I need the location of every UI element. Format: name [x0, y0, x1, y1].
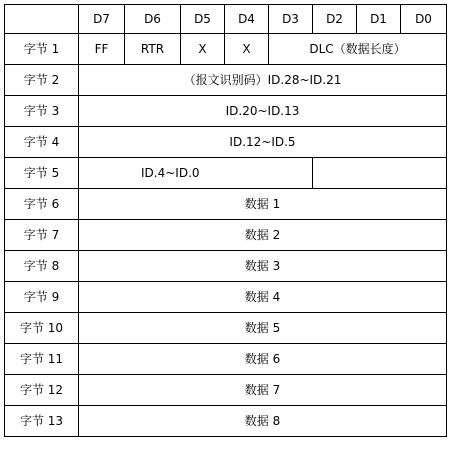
byte-label: 字节 8 — [5, 251, 79, 282]
table-row-byte-13 — [5, 406, 447, 437]
data-cell: 数据 1 — [79, 189, 447, 220]
table-row-byte-12 — [5, 375, 447, 406]
byte-label: 字节 9 — [5, 282, 79, 313]
id-20-13-cell: ID.20~ID.13 — [79, 96, 447, 127]
dlc-cell: DLC（数据长度） — [269, 34, 447, 65]
unused-bits-cell — [313, 158, 447, 189]
bit-header-d3: D3 — [269, 5, 313, 34]
byte-label: 字节 12 — [5, 375, 79, 406]
byte-label: 字节 5 — [5, 158, 79, 189]
bit-header-d2: D2 — [313, 5, 357, 34]
bit-header-d6: D6 — [125, 5, 181, 34]
ff-cell: FF — [79, 34, 125, 65]
byte-label: 字节 2 — [5, 65, 79, 96]
table-row-byte-10 — [5, 313, 447, 344]
data-cell: 数据 5 — [79, 313, 447, 344]
rtr-cell: RTR — [125, 34, 181, 65]
byte-label: 字节 10 — [5, 313, 79, 344]
table-row-byte-2 — [5, 65, 447, 96]
byte-label: 字节 6 — [5, 189, 79, 220]
reserved-x-cell: X — [181, 34, 225, 65]
bit-header-d7: D7 — [79, 5, 125, 34]
id-4-0-cell: ID.4~ID.0 — [79, 158, 313, 189]
table-row-byte-7 — [5, 220, 447, 251]
byte-label: 字节 7 — [5, 220, 79, 251]
byte-label: 字节 11 — [5, 344, 79, 375]
byte-label: 字节 13 — [5, 406, 79, 437]
table-row-byte-11 — [5, 344, 447, 375]
data-cell: 数据 8 — [79, 406, 447, 437]
bit-header-d1: D1 — [357, 5, 401, 34]
table-row-byte-6 — [5, 189, 447, 220]
bit-header-d4: D4 — [225, 5, 269, 34]
data-cell: 数据 4 — [79, 282, 447, 313]
table-row-byte-8 — [5, 251, 447, 282]
byte-label: 字节 3 — [5, 96, 79, 127]
table-row-byte-4 — [5, 127, 447, 158]
table-row-byte-1 — [5, 34, 447, 65]
bit-header-d5: D5 — [181, 5, 225, 34]
id-12-5-cell: ID.12~ID.5 — [79, 127, 447, 158]
data-cell: 数据 7 — [79, 375, 447, 406]
bit-header-d0: D0 — [401, 5, 447, 34]
data-cell: 数据 2 — [79, 220, 447, 251]
data-cell: 数据 6 — [79, 344, 447, 375]
table-row-byte-5 — [5, 158, 447, 189]
reserved-x-cell: X — [225, 34, 269, 65]
table-row-byte-3 — [5, 96, 447, 127]
byte-label: 字节 4 — [5, 127, 79, 158]
byte-label: 字节 1 — [5, 34, 79, 65]
data-cell: 数据 3 — [79, 251, 447, 282]
can-frame-format-table — [4, 4, 447, 437]
corner-cell — [5, 5, 79, 34]
bit-header-row — [5, 5, 447, 34]
id-28-21-cell: （报文识别码）ID.28~ID.21 — [79, 65, 447, 96]
table-row-byte-9 — [5, 282, 447, 313]
